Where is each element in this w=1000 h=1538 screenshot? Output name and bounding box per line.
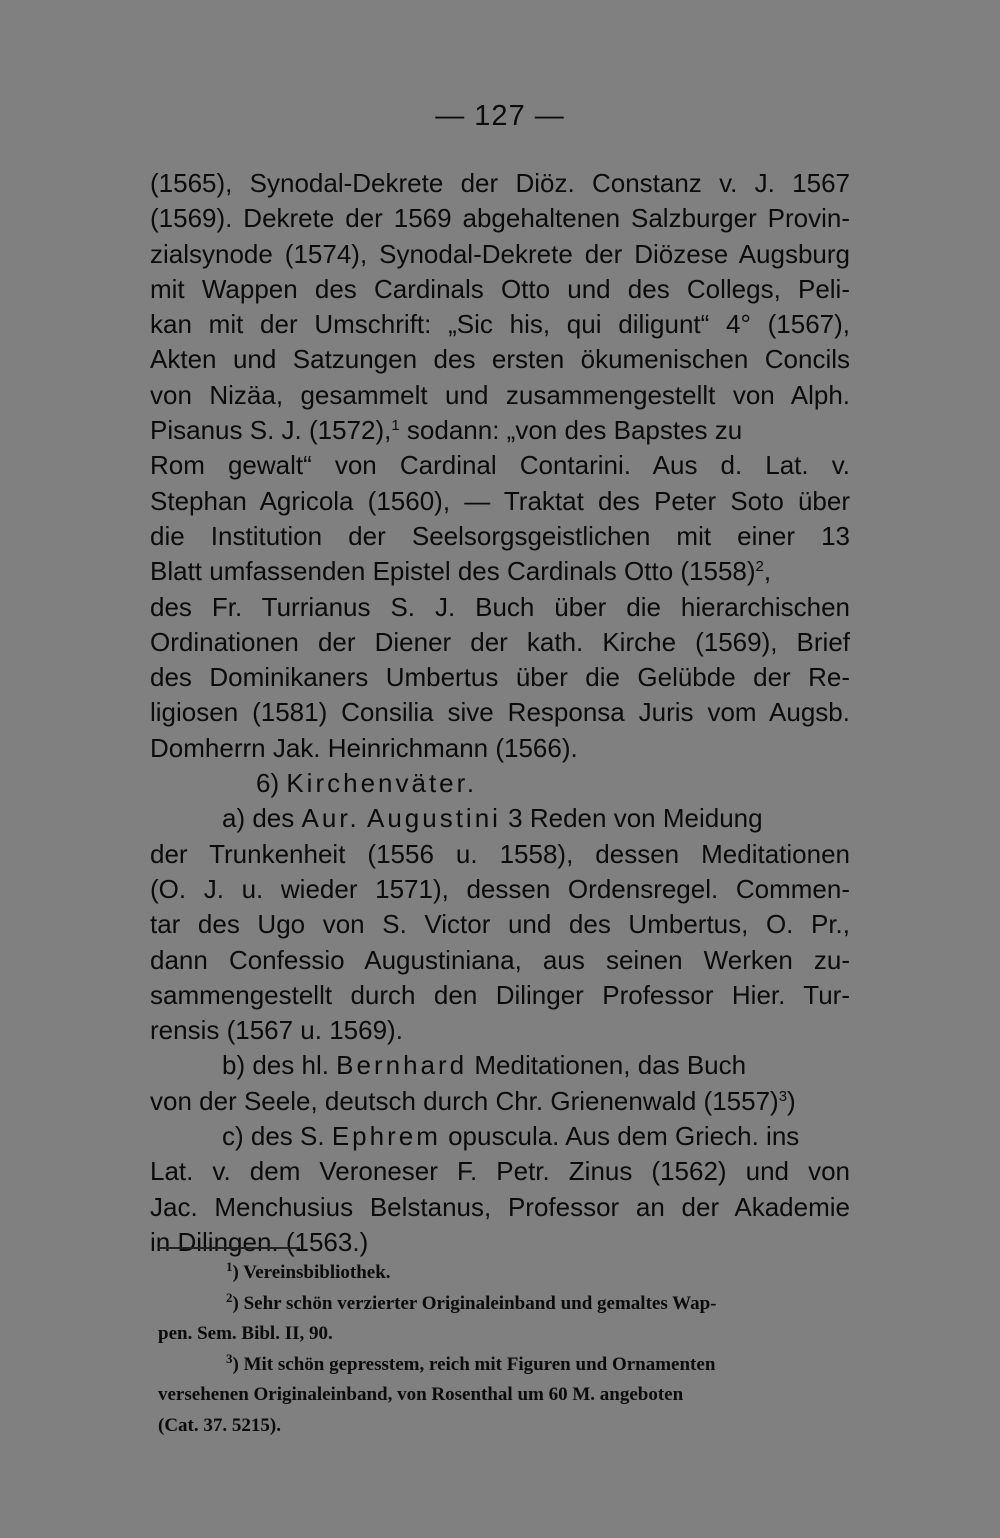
text-line: tar des Ugo von S. Victor und des Umbertus, O. Pr., — [150, 909, 850, 940]
text-line: in Dilingen. (1563.) — [150, 1226, 369, 1257]
text-line: Lat. v. dem Veroneser F. Petr. Zinus (1562) und von — [150, 1156, 850, 1187]
text-line: des Fr. Turrianus S. J. Buch über die hierarchischen — [150, 591, 850, 622]
footnote-3: $^3$) Mit schön gepresstem, reich mit Figuren und Ornamenten — [226, 1350, 716, 1375]
footnote-ref-2: 2 — [755, 558, 764, 576]
item-b-first-line — [150, 1048, 850, 1083]
author-name: Ephrem — [331, 1121, 441, 1152]
text-line: (1565), Synodal-Dekrete der Diöz. Constanz v. J. 1567 — [150, 168, 850, 198]
footnote-ref-1: 1 — [391, 417, 400, 435]
text-line: der Trunkenheit (1556 u. 1558), dessen Meditationen — [150, 838, 850, 869]
item-a-first-line — [150, 801, 850, 836]
section-title: Kirchenväter. — [286, 768, 478, 799]
footnote-2: $^2$) Sehr schön verzierter Originaleinband und gemaltes Wap- — [226, 1289, 717, 1314]
author-name: Aur. — [301, 803, 360, 834]
footnote-ref-3: 3 — [778, 1087, 788, 1105]
text-segment: von der Seele, deutsch durch Chr. Grienenwald (1557) — [150, 1085, 779, 1116]
text-segment: c) des S. — [222, 1121, 332, 1152]
text-segment: b) des hl. — [222, 1050, 337, 1081]
text-line: zialsynode (1574), Synodal-Dekrete der Diözese Augsburg — [150, 238, 850, 269]
text-line: Jac. Menchusius Belstanus, Professor an der Akademie — [150, 1191, 850, 1222]
footnote-text: Vereinsbibliothek. — [243, 1262, 391, 1283]
text-line: Akten und Satzungen des ersten ökumenischen Concils — [150, 344, 850, 375]
text-line: des Dominikaners Umbertus über die Gelübde der Re- — [150, 662, 850, 693]
footnote-marker: 2 — [226, 1289, 233, 1305]
footnote-text: pen. Sem. Bibl. II, 90. — [158, 1323, 333, 1344]
footnote-1: $^1$) Vereinsbibliothek. — [226, 1259, 391, 1283]
section-number: 6) — [256, 768, 287, 799]
footnote-text: versehenen Originaleinband, von Rosenthal um 60 M. angeboten — [158, 1384, 684, 1405]
text-line — [150, 413, 850, 448]
section-heading — [150, 766, 850, 801]
text-line: (O. J. u. wieder 1571), dessen Ordensregel. Commen- — [150, 873, 850, 904]
item-c-first-line — [150, 1119, 850, 1154]
footnote-marker: 3 — [226, 1350, 233, 1366]
main-text — [150, 166, 850, 1260]
footnotes — [158, 1258, 850, 1441]
text-line: ligiosen (1581) Consilia sive Responsa Juris vom Augsb. — [150, 697, 850, 728]
text-line: die Institution der Seelsorgsgeistlichen mit einer 13 — [150, 520, 850, 551]
text-line: (1569). Dekrete der 1569 abgehaltenen Salzburger Provin- — [150, 203, 850, 234]
text-line: Stephan Agricola (1560), — Traktat des Peter Soto über — [150, 485, 850, 516]
text-line: Ordinationen der Diener der kath. Kirche (1569), Brief — [150, 626, 850, 657]
text-line: mit Wappen des Cardinals Otto und des Collegs, Peli- — [150, 273, 850, 304]
text-line — [150, 554, 850, 589]
text-line: sammengestellt durch den Dilinger Professor Hier. Tur- — [150, 979, 850, 1010]
text-segment: opuscula. Aus dem Griech. ins — [440, 1121, 800, 1152]
text-segment: Meditationen, das Buch — [467, 1050, 747, 1081]
author-name: Augustini — [366, 803, 501, 834]
text-segment: a) des — [222, 803, 302, 834]
text-segment: 3 Reden von Meidung — [500, 803, 763, 834]
footnote-marker: 1 — [226, 1259, 233, 1274]
page-number: — 127 — — [435, 100, 565, 132]
text-line: Domherrn Jak. Heinrichmann (1566). — [150, 732, 578, 763]
text-segment: Blatt umfassenden Epistel des Cardinals Otto (1558) — [150, 556, 756, 587]
footnote-text: (Cat. 37. 5215). — [158, 1414, 281, 1436]
text-line: rensis (1567 u. 1569). — [150, 1015, 403, 1046]
footnote-text: Sehr schön verzierter Originaleinband und gemaltes Wap- — [243, 1292, 717, 1314]
text-line: Rom gewalt“ von Cardinal Contarini. Aus d. Lat. v. — [150, 450, 850, 481]
text-line: von der Seele, deutsch durch Chr. Grienenwald $(1557)^3$) — [150, 1085, 796, 1116]
text-line: dann Confessio Augustiniana, aus seinen Werken zu- — [150, 944, 850, 975]
text-segment: , — [763, 556, 772, 587]
footnote-rule — [158, 1247, 300, 1249]
text-segment: sodann: „von des Bapstes zu — [399, 415, 743, 446]
author-name: Bernhard — [336, 1050, 468, 1081]
text-line: von Nizäa, gesammelt und zusammengestellt von Alph. — [150, 379, 850, 410]
footnote-text: Mit schön gepresstem, reich mit Figuren und Ornamenten — [243, 1353, 716, 1375]
text-line: kan mit der Umschrift: „Sic his, qui diligunt“ 4° (1567), — [150, 309, 850, 340]
text-segment: Pisanus S. J. (1572), — [150, 415, 392, 446]
